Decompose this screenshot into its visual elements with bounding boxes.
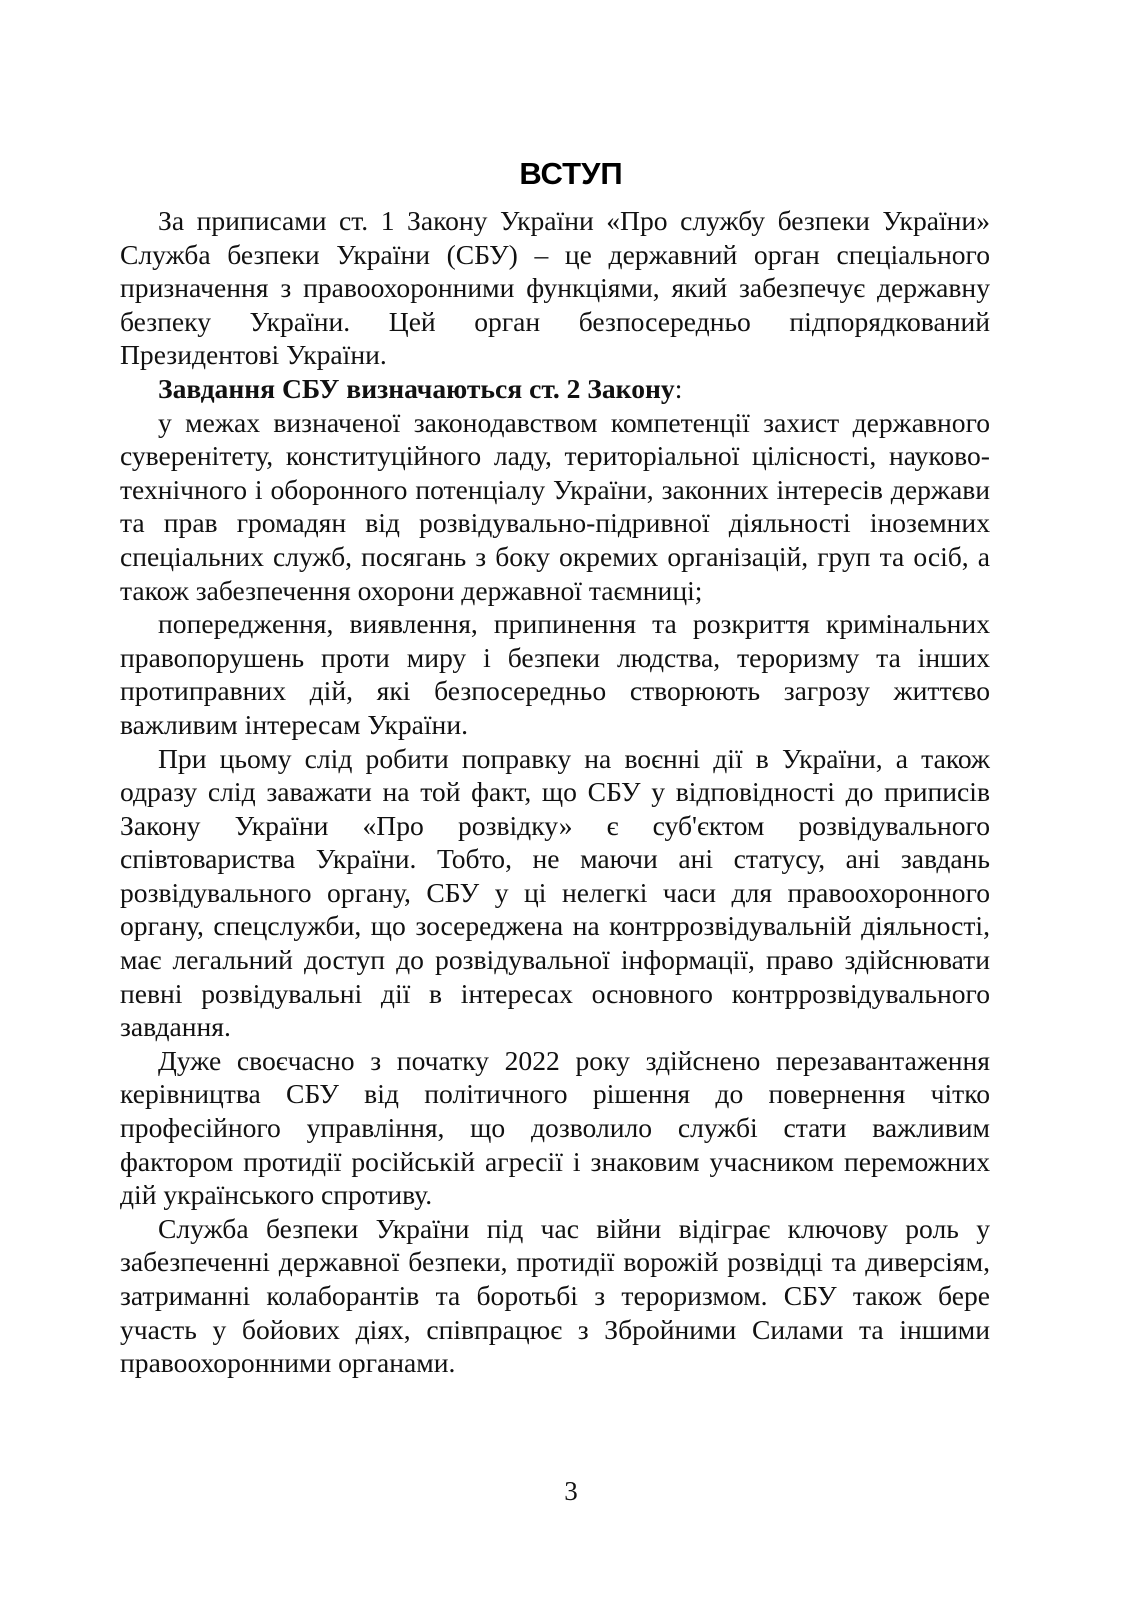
- paragraph-1: [120, 204, 990, 372]
- paragraph-2-text: :: [674, 372, 683, 404]
- paragraph-5-text: При цьому слід робити поправку на воєнні дії в України, а також одразу слід заважати на той факт, що СБУ у відповідності до приписів Закону України «Про розвідку» є суб'єктом розвідувального співтовариства України. Тобто, не маючи ані статусу, ані завдань розвідувального органу, СБУ у ці нелегкі часи для правоохоронного органу, спецслужби, що зосереджена на контррозвідувальній діяльності, має легальний доступ до розвідувальної інформації, право здійснювати певні розвідувальні дії в інтересах основного контррозвідувального завдання.: [120, 742, 990, 1043]
- paragraph-5: [120, 742, 990, 1044]
- paragraph-3-text: у межах визначеної законодавством компетенції захист державного суверенітету, конституційного ладу, територіальної цілісності, науково-технічного і оборонного потенціалу України, законних інтересів держави та прав громадян від розвідувально-підривної діяльності іноземних спеціальних служб, посягань з боку окремих організацій, груп та осіб, а також забезпечення охорони державної таємниці;: [120, 406, 990, 606]
- paragraph-4-text: попередження, виявлення, припинення та розкриття кримінальних правопорушень проти миру і безпеки людства, тероризму та інших протиправних дій, які безпосередньо створюють загрозу життєво важливим інтересам України.: [120, 608, 990, 740]
- body-text: [120, 204, 990, 1380]
- paragraph-1-text: За приписами ст. 1 Закону України «Про службу безпеки України» Служба безпеки України (СБУ) – це державний орган спеціального призначення з правоохоронними функціями, який забезпечує державну безпеку України. Цей орган безпосередньо підпорядкований Президентові України.: [120, 205, 990, 371]
- page-title: ВСТУП: [519, 155, 623, 191]
- page-number: 3: [564, 1476, 578, 1506]
- paragraph-7: [120, 1212, 990, 1380]
- paragraph-6: [120, 1044, 990, 1212]
- paragraph-2-lead: Завдання СБУ визначаються ст. 2 Закону: [158, 372, 675, 404]
- paragraph-7-text: Служба безпеки України під час війни відіграє ключову роль у забезпеченні державної безпеки, протидії ворожій розвідці та диверсіям, затриманні колаборантів та боротьбі з тероризмом. СБУ також бере участь у бойових діях, співпрацює з Збройними Силами та іншими правоохоронними органами.: [120, 1212, 990, 1379]
- paragraph-6-text: Дуже своєчасно з початку 2022 року здійснено перезавантаження керівництва СБУ від політичного рішення до повернення чітко професійного управління, що дозволило службі стати важливим фактором протидії російській агресії і знаковим учасником переможних дій українського спротиву.: [120, 1044, 990, 1211]
- paragraph-4: [120, 607, 990, 741]
- paragraph-2: [120, 372, 990, 406]
- paragraph-3: [120, 406, 990, 608]
